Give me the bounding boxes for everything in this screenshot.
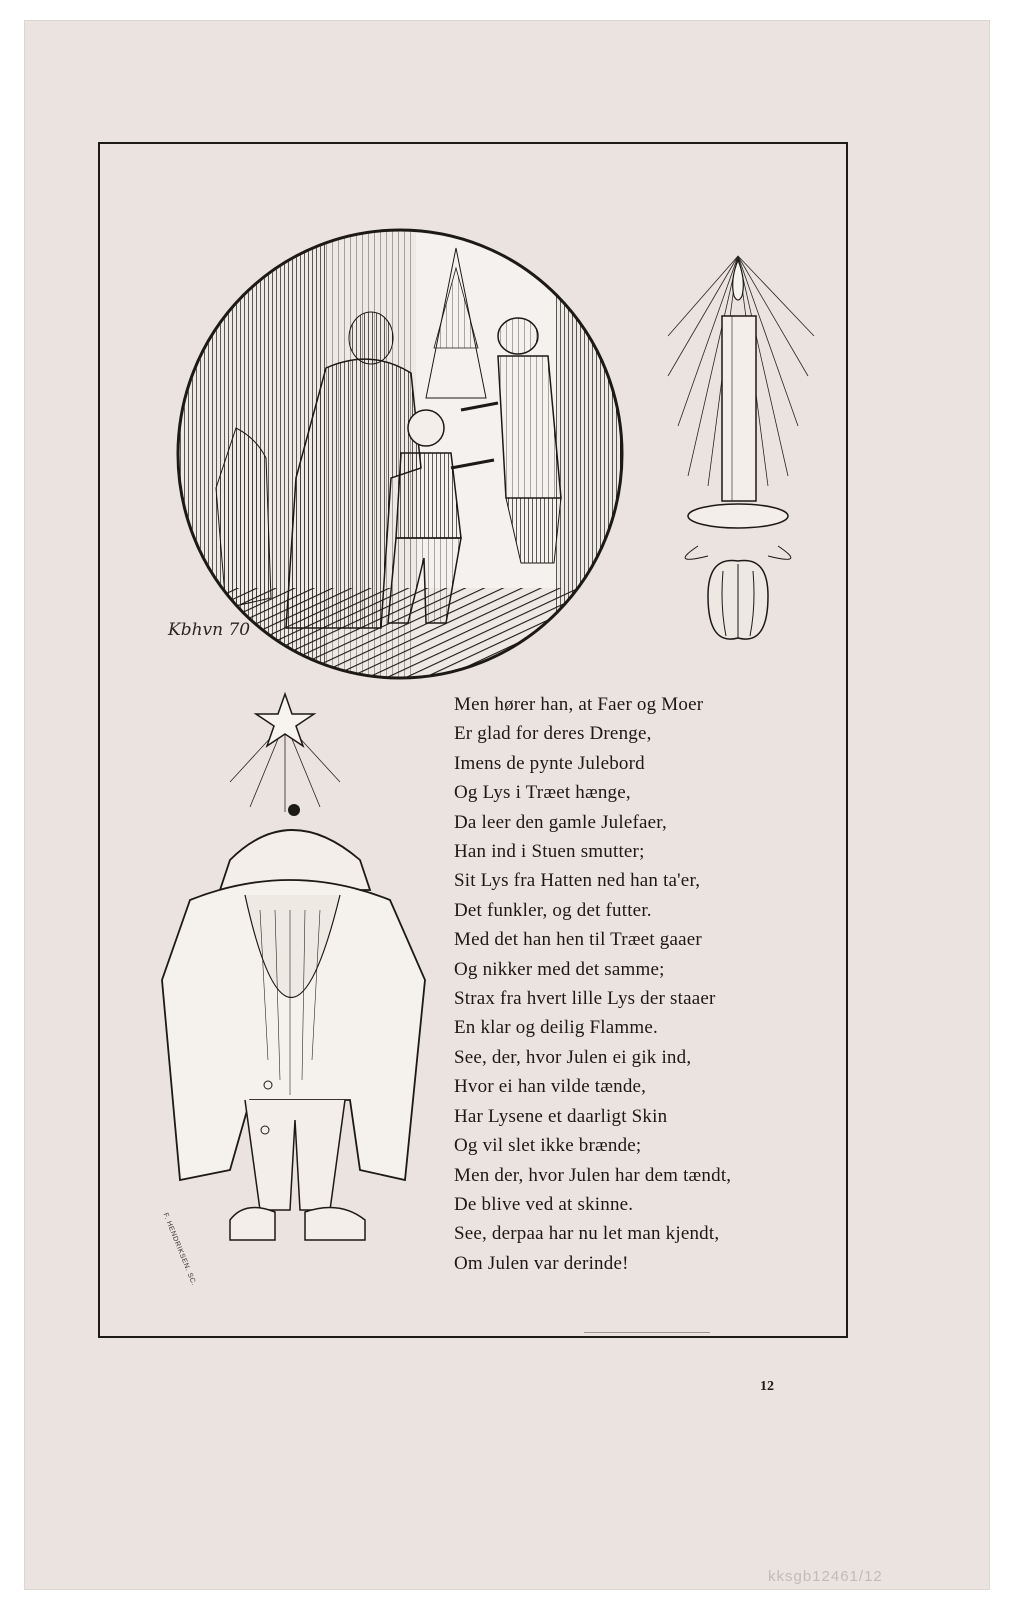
poem-line: Men der, hvor Julen har dem tændt, (454, 1164, 732, 1186)
poem-text (454, 690, 814, 1278)
poem-line: Han ind i Stuen smutter; (454, 841, 645, 863)
poem-line: Da leer den gamle Julefaer, (454, 811, 667, 833)
poem-line: Med det han hen til Træet gaaer (454, 929, 702, 951)
poem-line: Er glad for deres Drenge, (454, 723, 652, 745)
poem-line: Hvor ei han vilde tænde, (454, 1076, 647, 1098)
poem-line: Imens de pynte Julebord (454, 752, 645, 774)
poem-line: Og nikker med det samme; (454, 958, 665, 980)
inventory-mark: kksgb12461/12 (768, 1568, 883, 1585)
poem-line: See, derpaa har nu let man kjendt, (454, 1223, 720, 1245)
candle-illustration (648, 226, 828, 666)
engraver-signature: F. HENDRIKSEN. SC. (161, 1212, 198, 1287)
poem-line: Og Lys i Træet hænge, (454, 782, 631, 804)
poem-line: Har Lysene et daarligt Skin (454, 1105, 668, 1127)
page-number: 12 (760, 1379, 774, 1394)
end-rule (584, 1332, 710, 1333)
poem-line: Og vil slet ikke brænde; (454, 1135, 642, 1157)
poem-line: Om Julen var derinde! (454, 1252, 629, 1274)
nisse-illustration (150, 800, 440, 1300)
family-at-door-illustration (176, 228, 624, 680)
poem-line: Strax fra hvert lille Lys der staaer (454, 988, 716, 1010)
poem-line: En klar og deilig Flamme. (454, 1017, 658, 1039)
poem-line: See, der, hvor Julen ei gik ind, (454, 1046, 692, 1068)
poem-line: De blive ved at skinne. (454, 1193, 634, 1215)
artist-monogram: Kbhvn 70 (168, 620, 251, 640)
poem-line: Det funkler, og det futter. (454, 899, 652, 921)
poem-line: Men hører han, at Faer og Moer (454, 694, 704, 715)
poem-line: Sit Lys fra Hatten ned han ta'er, (454, 870, 701, 892)
